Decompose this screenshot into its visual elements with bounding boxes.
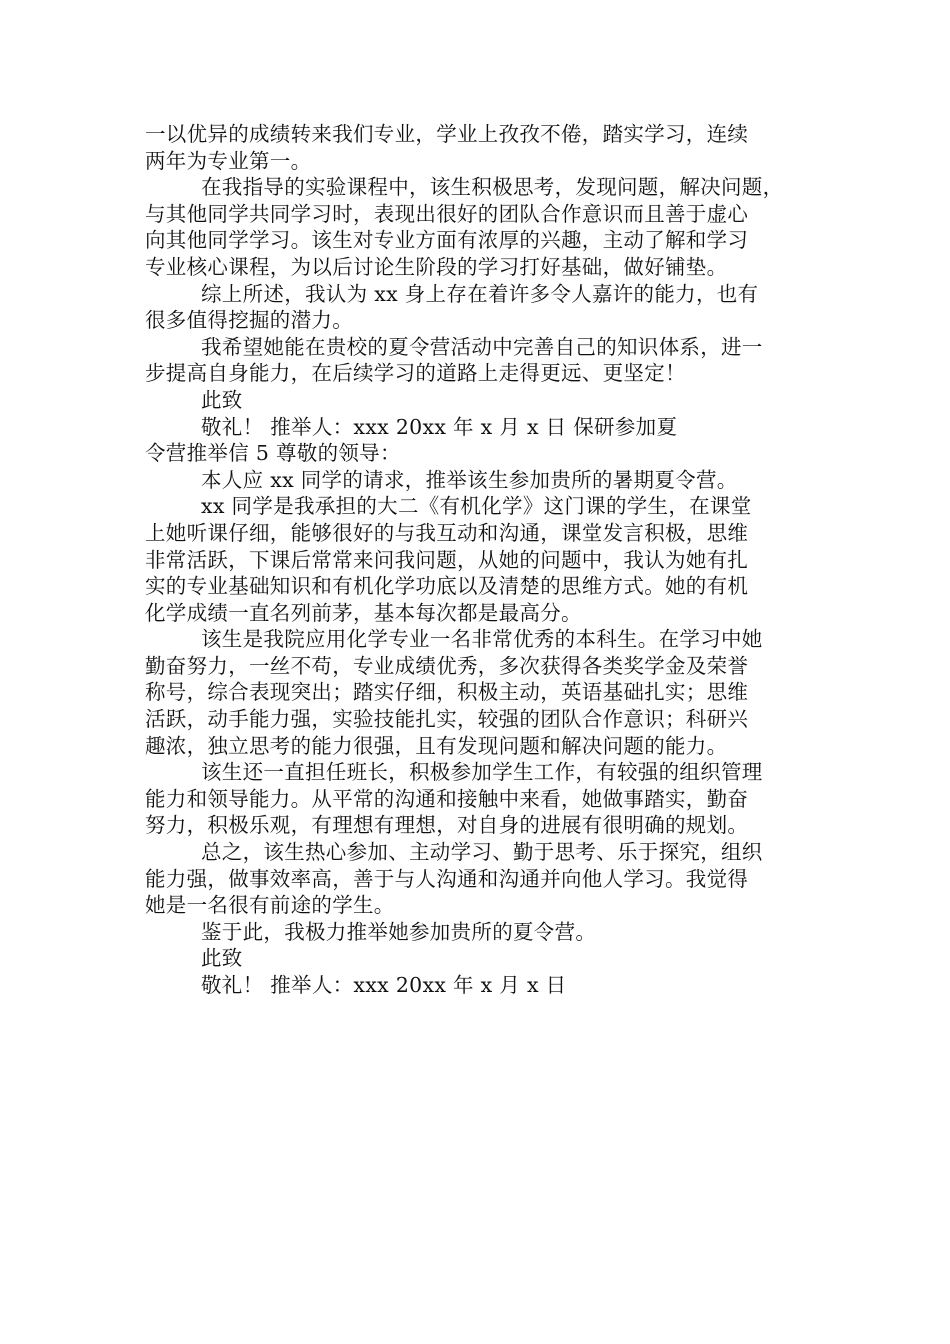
text-line: 称号，综合表现突出；踏实仔细，积极主动，英语基础扎实；思维 (145, 680, 749, 705)
text-line: 步提高自身能力，在后续学习的道路上走得更远、更坚定！ (145, 361, 686, 386)
text-line: 能力强，做事效率高，善于与人沟通和沟通并向他人学习。我觉得 (145, 866, 749, 891)
text-line: 敬礼！ 推举人：xxx 20xx 年 x 月 x 日 保研参加夏 (201, 414, 678, 439)
text-line: 化学成绩一直名列前茅，基本每次都是最高分。 (145, 600, 582, 625)
text-line: 趣浓，独立思考的能力很强，且有发现问题和解决问题的能力。 (145, 733, 728, 758)
text-line: 在我指导的实验课程中，该生积极思考，发现问题，解决问题， (201, 175, 784, 200)
text-line: 能力和领导能力。从平常的沟通和接触中来看，她做事踏实，勤奋 (145, 786, 749, 811)
text-line: 此致 (201, 946, 243, 971)
document-body (145, 121, 820, 999)
text-line: 实的专业基础知识和有机化学功底以及清楚的思维方式。她的有机 (145, 574, 749, 599)
text-line: 该生是我院应用化学专业一名非常优秀的本科生。在学习中她 (201, 627, 763, 652)
text-line: 我希望她能在贵校的夏令营活动中完善自己的知识体系，进一 (201, 334, 763, 359)
text-line: 很多值得挖掘的潜力。 (145, 308, 353, 333)
text-line: 活跃，动手能力强，实验技能扎实，较强的团队合作意识；科研兴 (145, 707, 749, 732)
text-line: 鉴于此，我极力推举她参加贵所的夏令营。 (201, 919, 597, 944)
text-line: 专业核心课程，为以后讨论生阶段的学习打好基础，做好铺垫。 (145, 254, 728, 279)
text-line: xx 同学是我承担的大二《有机化学》这门课的学生，在课堂 (201, 494, 752, 519)
text-line: 非常活跃，下课后常常来问我问题，从她的问题中，我认为她有扎 (145, 547, 749, 572)
text-line: 上她听课仔细，能够很好的与我互动和沟通，课堂发言积极，思维 (145, 520, 749, 545)
text-line: 总之，该生热心参加、主动学习、勤于思考、乐于探究，组织 (201, 840, 763, 865)
text-line: 令营推举信 5 尊敬的领导： (145, 441, 401, 466)
text-line: 与其他同学共同学习时，表现出很好的团队合作意识而且善于虚心 (145, 201, 749, 226)
text-line: 两年为专业第一。 (145, 148, 312, 173)
text-line: 努力，积极乐观，有理想有理想，对自身的进展有很明确的规划。 (145, 813, 749, 838)
text-line: 本人应 xx 同学的请求，推举该生参加贵所的暑期夏令营。 (201, 467, 738, 492)
text-line: 此致 (201, 387, 243, 412)
text-line: 勤奋努力，一丝不苟，专业成绩优秀，多次获得各类奖学金及荣誉 (145, 653, 749, 678)
text-line: 综上所述，我认为 xx 身上存在着许多令人嘉许的能力，也有 (201, 281, 759, 306)
text-line: 一以优异的成绩转来我们专业，学业上孜孜不倦，踏实学习，连续 (145, 122, 749, 146)
text-line: 她是一名很有前途的学生。 (145, 893, 395, 918)
text-line: 敬礼！ 推举人：xxx 20xx 年 x 月 x 日 (201, 973, 567, 997)
text-line: 向其他同学学习。该生对专业方面有浓厚的兴趣，主动了解和学习 (145, 228, 749, 253)
text-line: 该生还一直担任班长，积极参加学生工作，有较强的组织管理 (201, 760, 763, 785)
